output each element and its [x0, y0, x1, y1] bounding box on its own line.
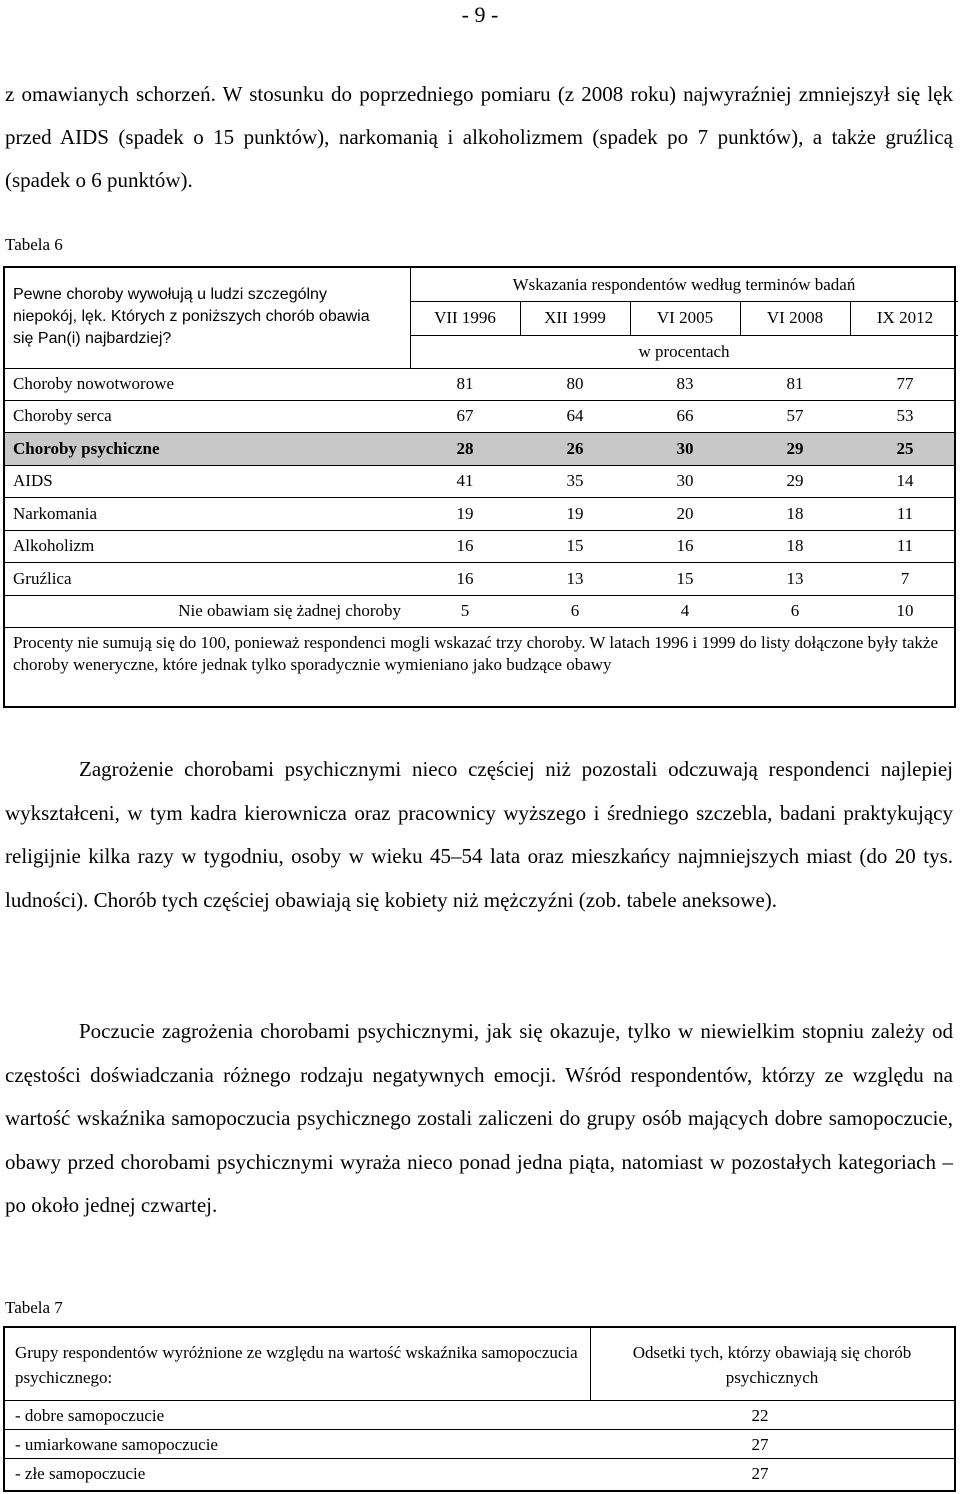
table6-cell: 81 — [456, 373, 474, 393]
table6-unit: w procentach — [638, 341, 730, 361]
table6-cell: 41 — [456, 471, 474, 491]
table6-row — [5, 498, 954, 531]
table6-year-header: VII 1996 — [434, 308, 496, 327]
table6-cell: 66 — [676, 406, 694, 426]
table6-row — [5, 596, 954, 629]
table6-cell: 16 — [456, 536, 474, 556]
table6-cell: 16 — [456, 568, 474, 588]
table6-year-header: IX 2012 — [876, 308, 934, 327]
table6-cell: 14 — [896, 471, 914, 491]
table7-row-value: 22 — [751, 1406, 769, 1425]
table6-cell: 6 — [570, 601, 580, 621]
table6-cell: 28 — [456, 438, 474, 458]
table7-header-right: Odsetki tych, którzy obawiają się chorób psychicznych — [632, 1343, 912, 1387]
table6-cell: 20 — [676, 503, 694, 523]
table6-cell: 11 — [896, 503, 914, 523]
table7-row-value: 27 — [751, 1435, 769, 1454]
table6-cell: 10 — [896, 601, 914, 621]
table6-row-label: Choroby psychiczne — [13, 438, 160, 458]
table6-cell: 83 — [676, 373, 694, 393]
table6-cell: 13 — [566, 568, 584, 588]
table6-year-header: VI 2008 — [766, 308, 824, 327]
table7-row-label: - umiarkowane samopoczucie — [15, 1435, 218, 1454]
table6-row-label: Alkoholizm — [13, 536, 95, 556]
table6-year-header: VI 2005 — [656, 308, 714, 327]
table6-note: Procenty nie sumują się do 100, ponieważ respondenci mogli wskazać trzy choroby. W latach 1996 i 1999 do listy dołączone były także choroby weneryczne, które jednak tylko sporadycznie wymieniano jako budzące obawy — [13, 633, 938, 674]
page-number: - 9 - — [461, 2, 499, 27]
table6-cell: 35 — [566, 471, 584, 491]
table6-cell: 29 — [786, 438, 804, 458]
table6-row-label: Nie obawiam się żadnej choroby — [178, 601, 401, 621]
table6-question: Pewne choroby wywołują u ludzi szczególny niepokój, lęk. Których z poniższych chorób obawia się Pan(i) najbardziej? — [13, 286, 370, 347]
paragraph-2: Zagrożenie chorobami psychicznymi nieco częściej niż pozostali odczuwają respondenci najlepiej wykształceni, w tym kadra kierownicza oraz pracownicy wyższego i średniego szczebla, badani praktykujący religijnie kilka razy w tygodniu, osoby w wieku 45–54 lata oraz mieszkańcy najmniejszych miast (do 20 tys. ludności). Chorób tych częściej obawiają się kobiety niż mężczyźni (zob. tabele aneksowe). — [5, 757, 953, 912]
table6-row-label: Narkomania — [13, 503, 98, 523]
table6-caption: Tabela 6 — [5, 235, 63, 254]
table6-cell: 25 — [896, 438, 914, 458]
table6-cell: 6 — [790, 601, 800, 621]
table6-row — [5, 401, 954, 434]
table7-caption: Tabela 7 — [5, 1298, 63, 1317]
table6-year-header: XII 1999 — [544, 308, 606, 327]
table6-cell: 15 — [566, 536, 584, 556]
table6-cell: 80 — [566, 373, 584, 393]
table6-cell: 77 — [896, 373, 914, 393]
table6-cell: 64 — [566, 406, 584, 426]
table6-cell: 67 — [456, 406, 474, 426]
table6-cell: 4 — [680, 601, 690, 621]
table-6 — [3, 266, 956, 708]
table6-cell: 29 — [786, 471, 804, 491]
table6-row — [5, 563, 954, 596]
table6-cell: 57 — [786, 406, 804, 426]
table6-row — [5, 466, 954, 499]
table6-cell: 19 — [456, 503, 474, 523]
table6-cell: 11 — [896, 536, 914, 556]
table6-cell: 5 — [460, 601, 470, 621]
table6-row-label: Choroby serca — [13, 406, 112, 426]
table6-row — [5, 368, 954, 401]
table6-row — [5, 531, 954, 564]
table-7 — [3, 1326, 956, 1492]
table6-cell: 19 — [566, 503, 584, 523]
table6-header: Wskazania respondentów według terminów badań — [512, 274, 856, 294]
table6-cell: 30 — [676, 438, 694, 458]
table6-row-label: Gruźlica — [13, 568, 72, 588]
table6-cell: 15 — [676, 568, 694, 588]
paragraph-3: Poczucie zagrożenia chorobami psychicznymi, jak się okazuje, tylko w niewielkim stopniu zależy od częstości doświadczania różnego rodzaju negatywnych emocji. Wśród respondentów, którzy ze względu na wartość wskaźnika samopoczucia psychicznego zostali zaliczeni do grupy osób mających dobre samopoczucie, obawy przed chorobami psychicznymi wyraża nieco ponad jedna piąta, natomiast w pozostałych kategoriach – po około jednej czwartej. — [5, 1019, 953, 1217]
table6-cell: 7 — [900, 568, 910, 588]
table6-cell: 18 — [786, 503, 804, 523]
table7-row-label: - złe samopoczucie — [15, 1464, 146, 1483]
table6-cell: 81 — [786, 373, 804, 393]
table7-row-value: 27 — [751, 1464, 769, 1483]
table6-cell: 53 — [896, 406, 914, 426]
table6-row-label: Choroby nowotworowe — [13, 373, 175, 393]
table6-row-label: AIDS — [13, 471, 53, 491]
table6-cell: 26 — [566, 438, 584, 458]
paragraph-1: z omawianych schorzeń. W stosunku do poprzedniego pomiaru (z 2008 roku) najwyraźniej zmniejszył się lęk przed AIDS (spadek o 15 punktów), narkomanią i alkoholizmem (spadek po 7 punktów), a także gruźlicą (spadek o 6 punktów). — [5, 82, 953, 192]
table6-cell: 30 — [676, 471, 694, 491]
table6-cell: 16 — [676, 536, 694, 556]
table7-row-label: - dobre samopoczucie — [15, 1406, 165, 1425]
table6-row — [5, 433, 954, 466]
table6-cell: 13 — [786, 568, 804, 588]
table7-header-left: Grupy respondentów wyróżnione ze względu na wartość wskaźnika samopoczucia psychicznego: — [15, 1343, 578, 1387]
table6-cell: 18 — [786, 536, 804, 556]
